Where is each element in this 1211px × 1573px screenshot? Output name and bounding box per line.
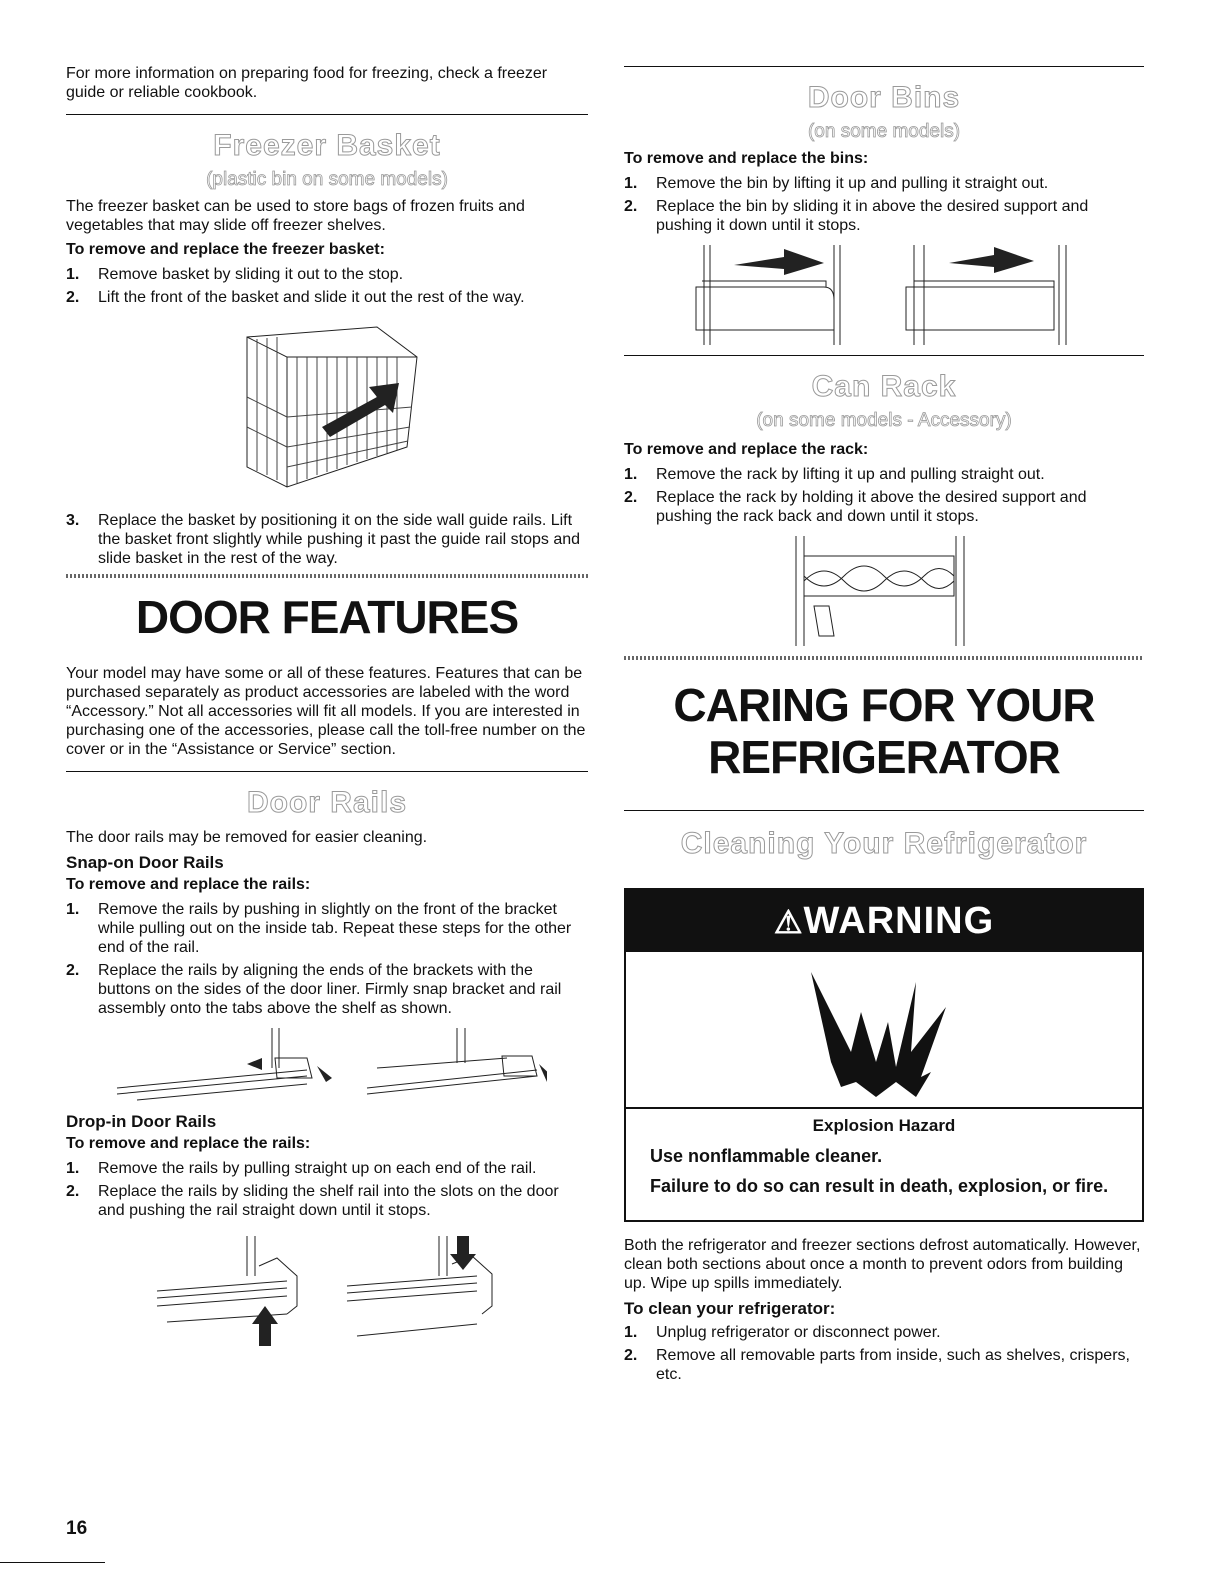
freezer-basket-illustration: [227, 317, 427, 497]
list-item: 2. Replace the rails by aligning the ends of the brackets with the buttons on the sides of the door liner. Firmly snap bracket and rail assembly onto the tabs above the shelf as shown.: [66, 962, 562, 1017]
cleaning-heading: To clean your refrigerator:: [624, 1299, 836, 1318]
page-number: 16: [66, 1518, 88, 1539]
list-item: 2. Lift the front of the basket and slide it out the rest of the way.: [66, 289, 525, 306]
caring-heading-line1: CARING FOR YOUR: [673, 679, 1095, 731]
list-item: 2. Replace the rails by sliding the shelf rail into the slots on the door and pushing the rail straight down until it stops.: [66, 1183, 559, 1219]
warning-label: WARNING: [803, 900, 995, 942]
freezer-basket-subtitle: (plastic bin on some models): [206, 169, 448, 190]
drop-in-heading: Drop-in Door Rails: [66, 1112, 217, 1131]
freezer-basket-title: Freezer Basket: [213, 129, 441, 162]
can-rack-title: Can Rack: [811, 370, 957, 403]
freezer-basket-heading: To remove and replace the freezer basket:: [66, 241, 385, 258]
can-rack-subtitle: (on some models - Accessory): [756, 410, 1012, 431]
list-item: 1. Remove basket by sliding it out to the stop.: [66, 266, 404, 283]
door-bins-title: Door Bins: [807, 81, 961, 114]
door-features-description: Your model may have some or all of these features. Features that can be purchased separately as product accessories are labeled with the word “Accessory.” Not all accessories will fit all models. If you are interested in purchasing one of the accessories, please call the toll-free number on the cover or in the “Assistance or Service” section.: [66, 665, 586, 758]
caring-heading-line2: REFRIGERATOR: [708, 731, 1060, 783]
cleaning-steps: [624, 1323, 1144, 1384]
warning-box: [624, 888, 1144, 1222]
section-divider: [66, 114, 588, 115]
door-rails-description: The door rails may be removed for easier cleaning.: [66, 829, 428, 846]
freezer-basket-steps: [66, 265, 588, 307]
left-column: [66, 0, 588, 1346]
dotted-divider: [66, 574, 588, 578]
section-divider: [66, 771, 588, 772]
list-item: 1. Remove the rack by lifting it up and pulling straight out.: [624, 466, 1045, 483]
drop-in-steps: [66, 1159, 588, 1220]
door-bins-subtitle: (on some models): [807, 121, 961, 142]
hazard-text: [626, 1107, 1142, 1207]
list-item: 2. Remove all removable parts from inside, such as shelves, crispers, etc.: [624, 1347, 1130, 1383]
section-divider: [624, 355, 1144, 356]
drop-in-subheading: To remove and replace the rails:: [66, 1135, 311, 1152]
drop-in-rails-illustration: [147, 1236, 507, 1346]
cleaning-section: [624, 1236, 1144, 1388]
dotted-divider: [624, 656, 1144, 660]
snap-on-subheading: To remove and replace the rails:: [66, 876, 311, 893]
can-rack-illustration: [784, 536, 984, 646]
door-bins-illustration: [694, 245, 1074, 345]
snap-on-rails-illustration: [107, 1028, 547, 1108]
can-rack-steps: [624, 465, 1144, 526]
list-item: 1. Unplug refrigerator or disconnect power.: [624, 1324, 941, 1341]
explosion-icon: [626, 952, 1142, 1102]
door-features-heading: DOOR FEATURES: [135, 591, 519, 643]
cleaning-title: Cleaning Your Refrigerator: [680, 827, 1088, 860]
list-item: 1. Remove the bin by lifting it up and pulling it straight out.: [624, 175, 1049, 192]
snap-on-steps: [66, 900, 588, 1018]
freezer-basket-description: The freezer basket can be used to store bags of frozen fruits and vegetables that may slide off freezer shelves.: [66, 198, 525, 234]
list-item: 1. Remove the rails by pulling straight up on each end of the rail.: [66, 1160, 537, 1177]
freezer-basket-steps-continued: [66, 511, 588, 568]
door-rails-title: Door Rails: [246, 786, 408, 819]
list-item: 2. Replace the rack by holding it above the desired support and pushing the rack back and down until it stops.: [624, 489, 1087, 525]
bottom-rule: [0, 1562, 105, 1563]
section-divider: [624, 66, 1144, 67]
list-item: 2. Replace the bin by sliding it in above the desired support and pushing it down until it stops.: [624, 198, 1089, 234]
right-column: [624, 0, 1144, 861]
list-item: 1. Remove the rails by pushing in slightly on the front of the bracket while pulling out on the inside tab. Repeat these steps for the other end of the rail.: [66, 901, 572, 956]
list-item: 3. Replace the basket by positioning it on the side wall guide rails. Lift the basket front slightly while pushing it past the guide rail stops and slide basket in the rest of the way.: [66, 512, 581, 567]
cleaning-description: Both the refrigerator and freezer sections defrost automatically. However, clean both sections about once a month to prevent odors from building up. Wipe up spills immediately.: [624, 1237, 1141, 1292]
hazard-line1: Use nonflammable cleaner.: [650, 1146, 883, 1166]
section-divider: [624, 810, 1144, 811]
warning-triangle-icon: ⚠: [773, 904, 804, 940]
can-rack-heading: To remove and replace the rack:: [624, 441, 869, 458]
door-bins-steps: [624, 174, 1144, 235]
hazard-title: Explosion Hazard: [812, 1116, 956, 1135]
warning-banner: [626, 890, 1142, 952]
intro-text: For more information on preparing food for freezing, check a freezer guide or reliable cookbook.: [66, 65, 548, 101]
snap-on-heading: Snap-on Door Rails: [66, 853, 224, 872]
door-bins-heading: To remove and replace the bins:: [624, 150, 869, 167]
hazard-line2: Failure to do so can result in death, explosion, or fire.: [650, 1176, 1109, 1196]
